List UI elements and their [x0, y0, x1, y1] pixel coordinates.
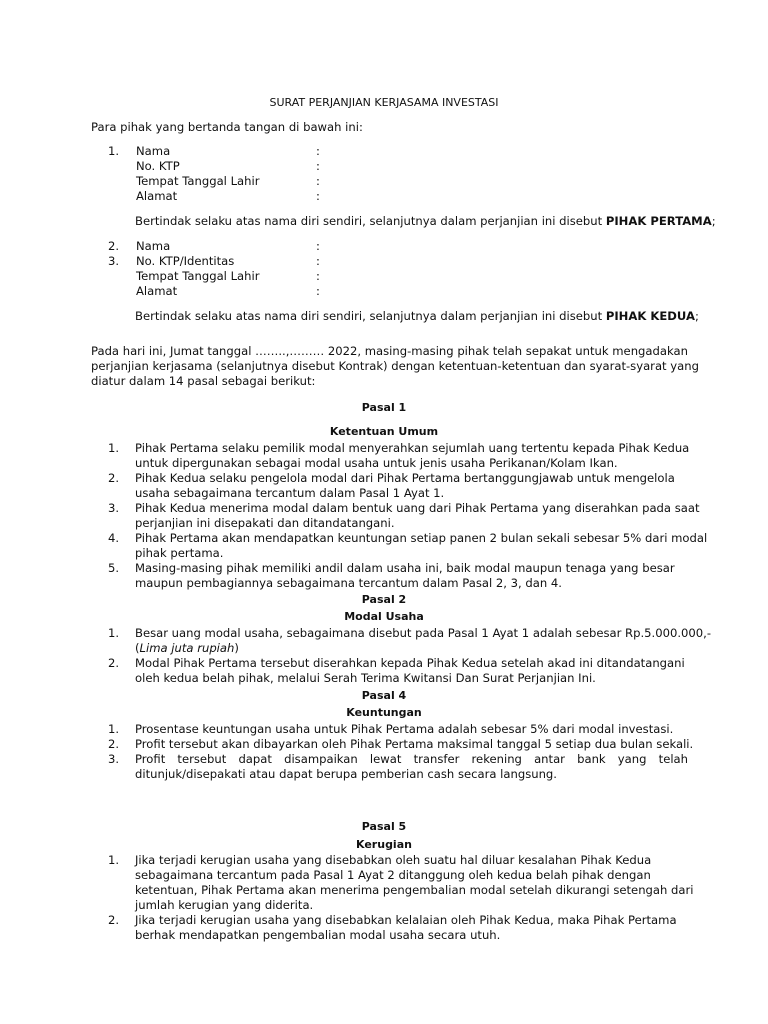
item-number: 2. [108, 737, 120, 751]
pasal4-heading: Pasal 4 [361, 689, 407, 702]
party2-fields [108, 239, 326, 299]
item-line: Masing-masing pihak memiliki andil dalam usaha ini, baik modal maupun tenaga yang besar [135, 561, 675, 575]
item-line: Jika terjadi kerugian usaha yang disebabkan oleh suatu hal diluar kesalahan Pihak Kedua [135, 853, 652, 867]
field-colon: : [316, 144, 320, 158]
list-item [108, 471, 688, 501]
field-colon: : [316, 284, 320, 298]
opening-paragraph [91, 344, 699, 389]
field-label: Alamat [136, 284, 178, 298]
item-line: Pihak Pertama selaku pemilik modal menyerahkan sejumlah uang tertentu kepada Pihak Kedua [135, 441, 690, 455]
field-row [108, 174, 326, 189]
item-line: sebagaimana tercantum pada Pasal 1 Ayat 2 ditanggung oleh kedua belah pihak dengan [135, 868, 651, 882]
statement-end: ; [711, 214, 716, 228]
field-label: Alamat [136, 189, 178, 203]
list-item [108, 501, 700, 531]
item-line: Pihak Kedua selaku pengelola modal dari Pihak Pertama bertanggungjawab untuk mengelola [135, 471, 675, 485]
party1-statement [135, 214, 716, 229]
item-line: Besar uang modal usaha, sebagaimana disebut pada Pasal 1 Ayat 1 adalah sebesar Rp.5.000.000,- [135, 626, 712, 640]
item-line: Modal Pihak Pertama tersebut diserahkan kepada Pihak Kedua setelah akad ini ditandatangani [135, 656, 685, 670]
field-colon: : [316, 269, 320, 283]
amount-in-words: Lima juta rupiah [139, 641, 235, 655]
field-colon: : [316, 159, 320, 173]
item-number: 2. [108, 471, 120, 485]
field-row [108, 284, 326, 299]
field-number [108, 189, 136, 204]
pasal2-heading: Pasal 2 [361, 593, 407, 606]
statement-text: Bertindak selaku atas nama diri sendiri, selanjutnya dalam perjanjian ini disebut [135, 214, 606, 228]
item-line: jumlah kerugian yang diderita. [135, 898, 314, 912]
field-row [108, 269, 326, 284]
list-item [108, 626, 712, 656]
field-row [108, 239, 326, 254]
list-item [108, 531, 708, 561]
field-number: 3. [108, 254, 120, 268]
party-name: PIHAK KEDUA [605, 309, 695, 323]
paragraph-line: diatur dalam 14 pasal sebagai berikut: [91, 374, 316, 388]
item-line: usaha sebagaimana tercantum dalam Pasal 1 Ayat 1. [135, 486, 445, 500]
item-line: perjanjian ini disepakati dan ditandatangani. [135, 516, 395, 530]
field-number [108, 269, 136, 284]
field-colon: : [316, 254, 320, 268]
document-title: SURAT PERJANJIAN KERJASAMA INVESTASI [269, 96, 499, 109]
pasal1-subheading: Ketentuan Umum [329, 425, 439, 438]
item-number: 3. [108, 501, 120, 515]
party2-statement [135, 309, 699, 324]
field-colon: : [316, 239, 320, 253]
field-colon: : [316, 189, 320, 203]
pasal5-heading: Pasal 5 [361, 820, 407, 833]
list-item [108, 752, 688, 782]
field-row [108, 189, 326, 204]
item-line [135, 641, 711, 656]
pasal5-list [108, 853, 694, 943]
field-colon: : [316, 174, 320, 188]
list-item [108, 722, 688, 737]
statement-end: ; [694, 309, 699, 323]
item-number: 2. [108, 913, 120, 927]
field-number [108, 174, 136, 189]
paren-close: ) [234, 641, 239, 655]
item-line: berhak mendapatkan pengembalian modal usaha secara utuh. [135, 928, 501, 942]
list-item [108, 656, 688, 686]
item-line: oleh kedua belah pihak, melalui Serah Terima Kwitansi Dan Surat Perjanjian Ini. [135, 671, 596, 685]
item-number: 1. [108, 853, 120, 867]
field-label: No. KTP [136, 159, 180, 173]
party1-fields [108, 144, 326, 204]
item-line: Pihak Pertama akan mendapatkan keuntungan setiap panen 2 bulan sekali sebesar 5% dari modal [135, 531, 708, 545]
field-number: 1. [108, 144, 120, 158]
item-line: Profit tersebut akan dibayarkan oleh Pihak Pertama maksimal tanggal 5 setiap dua bulan sekali. [135, 737, 694, 751]
list-item [108, 737, 694, 752]
field-number: 2. [108, 239, 120, 253]
field-label: Tempat Tanggal Lahir [136, 269, 260, 283]
field-label: Nama [136, 144, 171, 158]
list-item [108, 913, 688, 943]
field-row [108, 254, 326, 269]
pasal2-list [108, 626, 712, 686]
item-line: Profit tersebut dapat disampaikan lewat transfer rekening antar bank yang telah [135, 752, 688, 766]
field-label: Nama [136, 239, 171, 253]
list-item [108, 441, 688, 471]
list-item [108, 853, 694, 913]
item-line: ditunjuk/disepakati atau dapat berupa pemberian cash secara langsung. [135, 767, 557, 781]
pasal1-heading: Pasal 1 [361, 401, 407, 414]
field-number [108, 284, 136, 299]
item-line: untuk dipergunakan sebagai modal usaha untuk jenis usaha Perikanan/Kolam Ikan. [135, 456, 618, 470]
field-number [108, 159, 136, 174]
field-row [108, 144, 326, 159]
item-number: 1. [108, 441, 120, 455]
item-number: 3. [108, 752, 120, 766]
item-number: 1. [108, 722, 120, 736]
item-line: Jika terjadi kerugian usaha yang disebabkan kelalaian oleh Pihak Kedua, maka Pihak Pertama [135, 913, 677, 927]
intro-text: Para pihak yang bertanda tangan di bawah ini: [91, 120, 363, 134]
field-label: Tempat Tanggal Lahir [136, 174, 260, 188]
statement-text: Bertindak selaku atas nama diri sendiri, selanjutnya dalam perjanjian ini disebut [135, 309, 606, 323]
paren-open: ( [135, 641, 140, 655]
field-label: No. KTP/Identitas [136, 254, 235, 268]
item-number: 4. [108, 531, 120, 545]
pasal1-list [108, 441, 708, 591]
pasal4-list [108, 722, 694, 782]
party-name: PIHAK PERTAMA [605, 214, 712, 228]
item-line: pihak pertama. [135, 546, 224, 560]
paragraph-line: perjanjian kerjasama (selanjutnya disebut Kontrak) dengan ketentuan-ketentuan dan syarat-syarat yang [91, 359, 699, 373]
item-number: 1. [108, 626, 120, 640]
field-row [108, 159, 326, 174]
paragraph-line: Pada hari ini, Jumat tanggal ……..,……… 2022, masing-masing pihak telah sepakat untuk mengadakan [91, 344, 688, 358]
list-item [108, 561, 688, 591]
pasal4-subheading: Keuntungan [346, 706, 422, 719]
item-line: Pihak Kedua menerima modal dalam bentuk uang dari Pihak Pertama yang diserahkan pada saat [135, 501, 700, 515]
item-line: Prosentase keuntungan usaha untuk Pihak Pertama adalah sebesar 5% dari modal investasi. [135, 722, 674, 736]
item-line: maupun pembagiannya sebagaimana tercantum dalam Pasal 2, 3, dan 4. [135, 576, 562, 590]
pasal2-subheading: Modal Usaha [344, 610, 424, 623]
pasal5-subheading: Kerugian [356, 838, 412, 851]
item-number: 5. [108, 561, 120, 575]
item-line: ketentuan, Pihak Pertama akan menerima pengembalian modal setelah dikurangi setengah dari [135, 883, 694, 897]
item-number: 2. [108, 656, 120, 670]
